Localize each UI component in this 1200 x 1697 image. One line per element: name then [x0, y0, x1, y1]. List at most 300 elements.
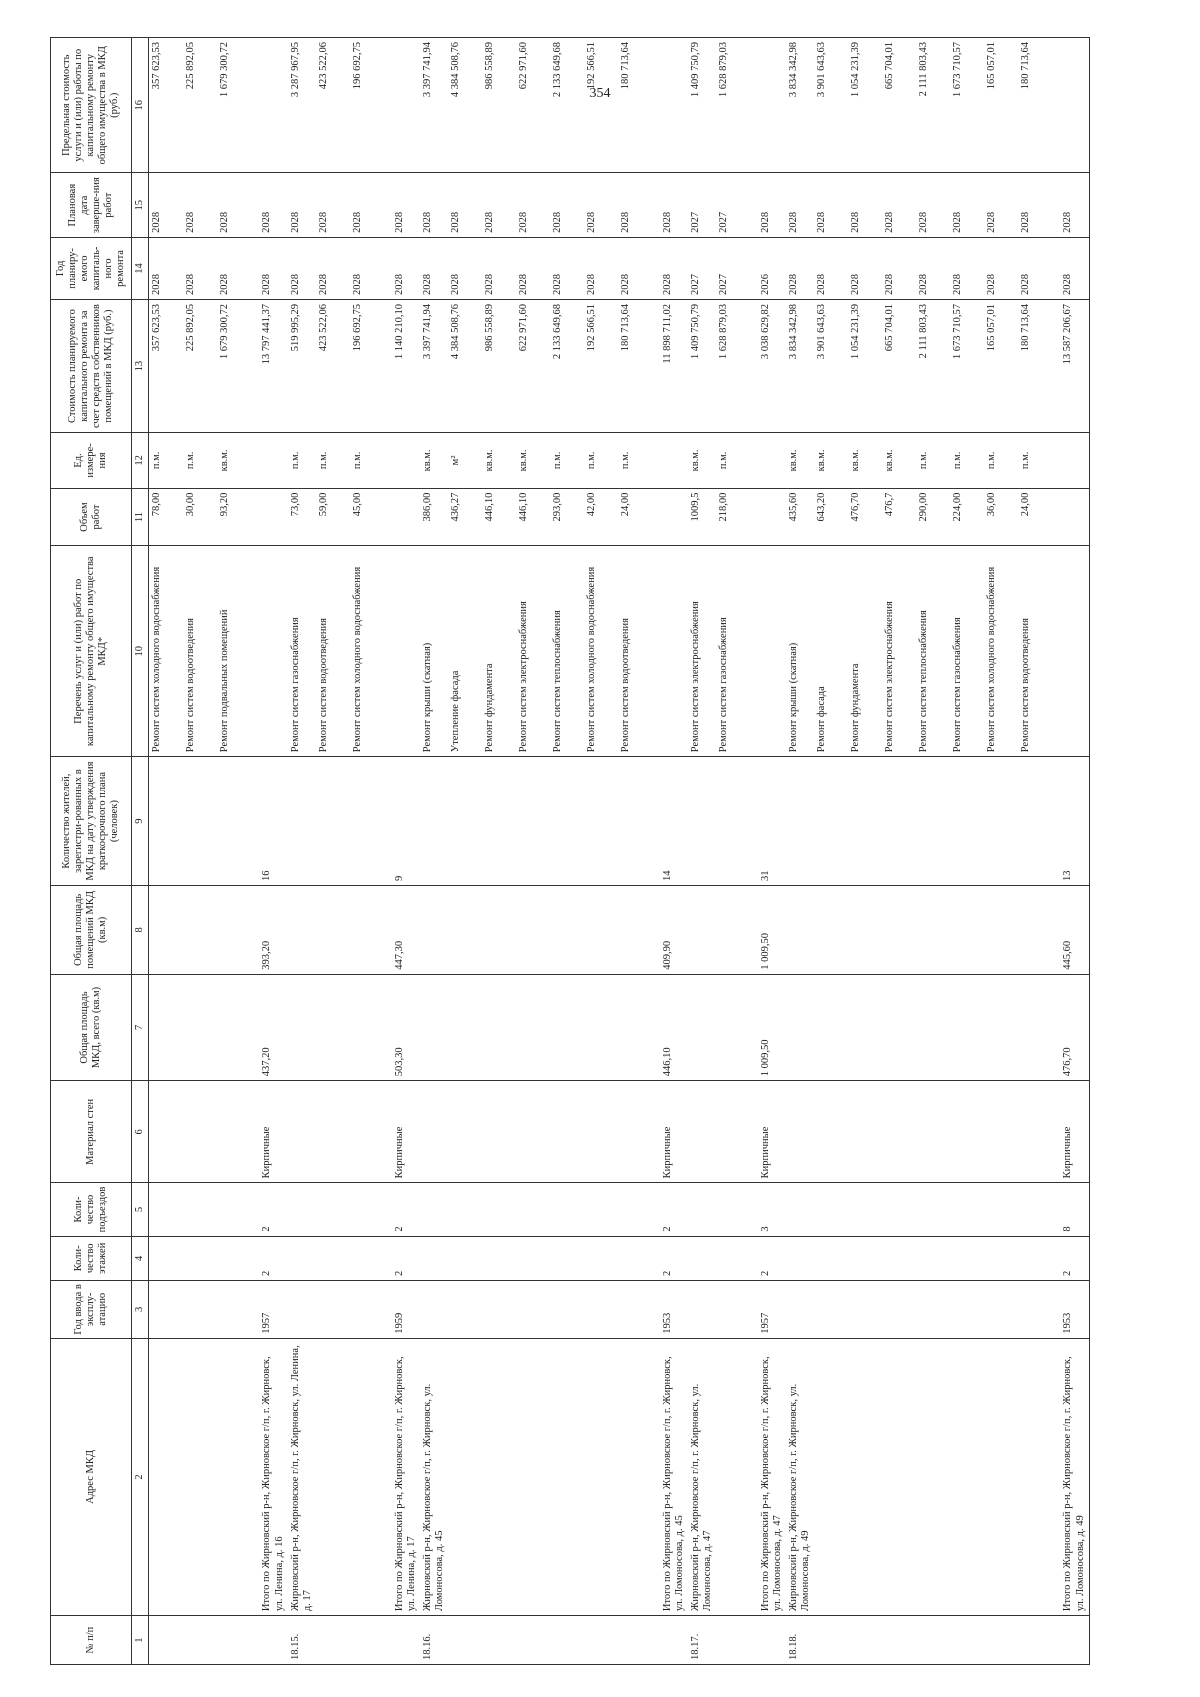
- table-cell-col-7: [882, 974, 916, 1081]
- table-cell-col-11: 476,7: [882, 488, 916, 546]
- table-cell-col-16: 622 971,60: [516, 38, 550, 174]
- total-row: [652, 38, 688, 1665]
- table-cell-col-7: [950, 974, 984, 1081]
- table-cell-col-14: 2027: [688, 237, 716, 299]
- table-cell-col-6: [584, 1081, 618, 1183]
- column-number-row: [132, 38, 149, 1665]
- total-row: [750, 38, 786, 1665]
- table-cell-col-3: [149, 1281, 184, 1339]
- table-cell-col-7: [688, 974, 716, 1081]
- table-cell-col-16: [652, 38, 688, 174]
- table-cell-col-8: [516, 885, 550, 974]
- table-cell-col-11: [1052, 488, 1089, 546]
- table-cell-col-14: 2028: [786, 237, 814, 299]
- table-cell-col-10: [251, 546, 287, 757]
- table-cell-col-4: 2: [384, 1236, 420, 1280]
- table-cell-col-4: 2: [750, 1236, 786, 1280]
- table-cell-col-7: [217, 974, 251, 1081]
- table-cell-col-6: [550, 1081, 584, 1183]
- table-cell-col-5: [516, 1183, 550, 1236]
- table-cell-col-5: [848, 1183, 882, 1236]
- table-cell-col-11: 435,60: [786, 488, 814, 546]
- table-cell-col-16: 423 522,06: [316, 38, 350, 174]
- table-cell-col-3: [448, 1281, 482, 1339]
- table-cell-col-8: [950, 885, 984, 974]
- table-cell-col-4: [786, 1236, 814, 1280]
- table-cell-col-1: 18.17.: [688, 1616, 716, 1665]
- table-cell-col-7: [420, 974, 448, 1081]
- table-row: [550, 38, 584, 1665]
- table-cell-col-12: [750, 433, 786, 488]
- table-cell-col-1: [149, 1616, 184, 1665]
- table-cell-col-16: 2 133 649,68: [550, 38, 584, 174]
- table-cell-col-7: [716, 974, 750, 1081]
- column-header: Год планиру-емого капиталь-ного ремонта: [51, 237, 132, 299]
- table-cell-col-2: [217, 1338, 251, 1615]
- table-cell-col-14: 2028: [183, 237, 217, 299]
- table-cell-col-4: [716, 1236, 750, 1280]
- table-cell-col-3: [217, 1281, 251, 1339]
- table-cell-col-7: [448, 974, 482, 1081]
- table-cell-col-15: 2028: [750, 173, 786, 237]
- table-cell-col-13: 1 628 879,03: [716, 300, 750, 433]
- table-cell-col-16: 1 679 300,72: [217, 38, 251, 174]
- table-cell-col-4: 2: [251, 1236, 287, 1280]
- table-cell-col-5: 8: [1052, 1183, 1089, 1236]
- table-cell-col-1: [516, 1616, 550, 1665]
- table-cell-col-13: 180 713,64: [618, 300, 652, 433]
- table-cell-col-2: [149, 1338, 184, 1615]
- table-cell-col-15: 2028: [482, 173, 516, 237]
- table-cell-col-3: [550, 1281, 584, 1339]
- table-cell-col-1: [652, 1616, 688, 1665]
- table-cell-col-2: Итого по Жирновский р-н, Жирновское г/п, г. Жирновск, ул. Ломоносова, д. 49: [1052, 1338, 1089, 1615]
- table-cell-col-11: 290,00: [916, 488, 950, 546]
- table-cell-col-10: Ремонт систем холодного водоснабжения: [350, 546, 384, 757]
- table-cell-col-14: 2028: [350, 237, 384, 299]
- table-cell-col-15: 2028: [384, 173, 420, 237]
- table-cell-col-4: [420, 1236, 448, 1280]
- table-cell-col-3: [814, 1281, 848, 1339]
- column-number: 12: [132, 433, 149, 488]
- table-cell-col-6: [814, 1081, 848, 1183]
- table-cell-col-3: [183, 1281, 217, 1339]
- table-cell-col-13: 13 587 206,67: [1052, 300, 1089, 433]
- table-cell-col-12: п.м.: [288, 433, 316, 488]
- table-cell-col-11: 1009,5: [688, 488, 716, 546]
- table-cell-col-3: 1957: [251, 1281, 287, 1339]
- table-cell-col-11: 36,00: [984, 488, 1018, 546]
- table-cell-col-13: 519 995,29: [288, 300, 316, 433]
- table-cell-col-16: [251, 38, 287, 174]
- table-cell-col-16: [1052, 38, 1089, 174]
- table-cell-col-10: Ремонт подвальных помещений: [217, 546, 251, 757]
- table-cell-col-3: [1018, 1281, 1052, 1339]
- table-cell-col-1: [448, 1616, 482, 1665]
- table-cell-col-9: [882, 757, 916, 886]
- table-cell-col-15: 2028: [950, 173, 984, 237]
- table-cell-col-3: [984, 1281, 1018, 1339]
- table-cell-col-6: Кирпичные: [1052, 1081, 1089, 1183]
- table-cell-col-5: [950, 1183, 984, 1236]
- table-cell-col-11: [384, 488, 420, 546]
- table-row: [1018, 38, 1052, 1665]
- table-row: [516, 38, 550, 1665]
- table-cell-col-15: 2028: [217, 173, 251, 237]
- table-cell-col-14: 2028: [448, 237, 482, 299]
- table-cell-col-3: 1959: [384, 1281, 420, 1339]
- table-cell-col-3: [420, 1281, 448, 1339]
- table-cell-col-11: [750, 488, 786, 546]
- table-cell-col-12: кв.м.: [814, 433, 848, 488]
- table-cell-col-11: 224,00: [950, 488, 984, 546]
- table-row: [584, 38, 618, 1665]
- table-cell-col-12: кв.м.: [786, 433, 814, 488]
- table-cell-col-3: [786, 1281, 814, 1339]
- column-number: 10: [132, 546, 149, 757]
- table-cell-col-5: [584, 1183, 618, 1236]
- table-cell-col-10: Ремонт систем электроснабжения: [882, 546, 916, 757]
- table-cell-col-1: [550, 1616, 584, 1665]
- table-cell-col-11: 446,10: [516, 488, 550, 546]
- table-cell-col-16: 2 111 803,43: [916, 38, 950, 174]
- table-cell-col-16: 180 713,64: [1018, 38, 1052, 174]
- table-cell-col-5: 2: [251, 1183, 287, 1236]
- table-cell-col-4: [848, 1236, 882, 1280]
- table-cell-col-10: Ремонт систем газоснабжения: [716, 546, 750, 757]
- table-cell-col-5: [316, 1183, 350, 1236]
- table-cell-col-11: 42,00: [584, 488, 618, 546]
- column-header: Адрес МКД: [51, 1338, 132, 1615]
- table-cell-col-4: [950, 1236, 984, 1280]
- table-cell-col-2: [550, 1338, 584, 1615]
- column-number: 3: [132, 1281, 149, 1339]
- table-cell-col-9: [950, 757, 984, 886]
- table-cell-col-12: п.м.: [1018, 433, 1052, 488]
- table-cell-col-7: [149, 974, 184, 1081]
- column-number: 11: [132, 488, 149, 546]
- table-row: [848, 38, 882, 1665]
- table-cell-col-6: Кирпичные: [384, 1081, 420, 1183]
- table-cell-col-4: [584, 1236, 618, 1280]
- table-cell-col-11: 386,00: [420, 488, 448, 546]
- table-row: [916, 38, 950, 1665]
- column-header: Материал стен: [51, 1081, 132, 1183]
- table-cell-col-13: 3 901 643,63: [814, 300, 848, 433]
- table-cell-col-8: [882, 885, 916, 974]
- table-cell-col-16: [384, 38, 420, 174]
- table-cell-col-16: 192 566,51: [584, 38, 618, 174]
- table-cell-col-13: 3 397 741,94: [420, 300, 448, 433]
- table-cell-col-1: [217, 1616, 251, 1665]
- table-cell-col-1: [1018, 1616, 1052, 1665]
- table-cell-col-14: 2026: [750, 237, 786, 299]
- table-cell-col-1: [1052, 1616, 1089, 1665]
- table-cell-col-15: 2028: [652, 173, 688, 237]
- table-cell-col-11: [652, 488, 688, 546]
- table-cell-col-10: Ремонт систем холодного водоснабжения: [149, 546, 184, 757]
- table-cell-col-5: [1018, 1183, 1052, 1236]
- table-cell-col-2: [950, 1338, 984, 1615]
- table-cell-col-2: [516, 1338, 550, 1615]
- table-cell-col-16: 1 673 710,57: [950, 38, 984, 174]
- table-cell-col-12: п.м.: [316, 433, 350, 488]
- table-cell-col-1: [618, 1616, 652, 1665]
- table-cell-col-4: [618, 1236, 652, 1280]
- table-cell-col-6: [950, 1081, 984, 1183]
- table-cell-col-13: 1 679 300,72: [217, 300, 251, 433]
- building-row: [786, 38, 814, 1665]
- table-cell-col-1: [251, 1616, 287, 1665]
- table-cell-col-14: 2028: [1052, 237, 1089, 299]
- table-cell-col-10: Ремонт фасада: [814, 546, 848, 757]
- table-cell-col-10: Ремонт систем водоотведения: [1018, 546, 1052, 757]
- table-cell-col-13: 423 522,06: [316, 300, 350, 433]
- table-cell-col-4: [316, 1236, 350, 1280]
- table-cell-col-15: 2028: [618, 173, 652, 237]
- table-cell-col-6: [786, 1081, 814, 1183]
- table-cell-col-8: [916, 885, 950, 974]
- table-cell-col-8: [448, 885, 482, 974]
- table-cell-col-11: 643,20: [814, 488, 848, 546]
- table-cell-col-8: [288, 885, 316, 974]
- table-cell-col-13: 4 384 508,76: [448, 300, 482, 433]
- table-cell-col-2: Жирновский р-н, Жирновское г/п, г. Жирновск, ул. Ленина, д. 17: [288, 1338, 316, 1615]
- column-number: 14: [132, 237, 149, 299]
- capital-repair-table: [50, 37, 1090, 1665]
- table-cell-col-4: [288, 1236, 316, 1280]
- table-cell-col-15: 2028: [1052, 173, 1089, 237]
- table-cell-col-5: [618, 1183, 652, 1236]
- table-cell-col-2: [482, 1338, 516, 1615]
- table-row: [716, 38, 750, 1665]
- table-cell-col-7: [316, 974, 350, 1081]
- table-cell-col-14: 2028: [916, 237, 950, 299]
- table-cell-col-8: [786, 885, 814, 974]
- column-number: 15: [132, 173, 149, 237]
- table-cell-col-8: 447,30: [384, 885, 420, 974]
- table-cell-col-6: [149, 1081, 184, 1183]
- table-cell-col-10: Ремонт систем электроснабжения: [516, 546, 550, 757]
- table-cell-col-15: 2028: [350, 173, 384, 237]
- column-header: Количество жителей, зарегистри-рованных в МКД на дату утверждения краткосрочного плана (человек): [51, 757, 132, 886]
- table-cell-col-14: 2028: [251, 237, 287, 299]
- table-row: [448, 38, 482, 1665]
- table-cell-col-10: Ремонт крыши (скатная): [786, 546, 814, 757]
- table-cell-col-3: [316, 1281, 350, 1339]
- table-cell-col-12: [1052, 433, 1089, 488]
- table-cell-col-15: 2028: [882, 173, 916, 237]
- table-cell-col-12: кв.м.: [482, 433, 516, 488]
- table-cell-col-3: [716, 1281, 750, 1339]
- table-cell-col-1: [750, 1616, 786, 1665]
- table-cell-col-16: 3 834 342,98: [786, 38, 814, 174]
- table-cell-col-8: 409,90: [652, 885, 688, 974]
- table-cell-col-13: 192 566,51: [584, 300, 618, 433]
- table-cell-col-4: [350, 1236, 384, 1280]
- table-cell-col-4: [550, 1236, 584, 1280]
- table-cell-col-1: [916, 1616, 950, 1665]
- table-cell-col-4: [149, 1236, 184, 1280]
- column-header: № п/п: [51, 1616, 132, 1665]
- table-cell-col-9: [848, 757, 882, 886]
- table-cell-col-14: 2028: [550, 237, 584, 299]
- table-cell-col-3: [350, 1281, 384, 1339]
- table-cell-col-1: 18.16.: [420, 1616, 448, 1665]
- table-cell-col-6: [618, 1081, 652, 1183]
- table-cell-col-16: 225 892,05: [183, 38, 217, 174]
- table-cell-col-12: кв.м.: [848, 433, 882, 488]
- table-cell-col-3: [288, 1281, 316, 1339]
- table-cell-col-7: 446,10: [652, 974, 688, 1081]
- table-cell-col-15: 2028: [448, 173, 482, 237]
- table-cell-col-5: 3: [750, 1183, 786, 1236]
- table-cell-col-2: [448, 1338, 482, 1615]
- table-cell-col-7: [786, 974, 814, 1081]
- table-cell-col-10: [750, 546, 786, 757]
- table-cell-col-1: [183, 1616, 217, 1665]
- table-cell-col-8: [688, 885, 716, 974]
- table-cell-col-3: [584, 1281, 618, 1339]
- table-cell-col-9: 13: [1052, 757, 1089, 886]
- table-cell-col-1: [814, 1616, 848, 1665]
- table-cell-col-11: [251, 488, 287, 546]
- table-row: [316, 38, 350, 1665]
- table-cell-col-7: [183, 974, 217, 1081]
- total-row: [1052, 38, 1089, 1665]
- table-cell-col-9: [916, 757, 950, 886]
- table-cell-col-4: [916, 1236, 950, 1280]
- table-cell-col-6: [183, 1081, 217, 1183]
- table-cell-col-14: 2028: [516, 237, 550, 299]
- table-cell-col-2: [848, 1338, 882, 1615]
- table-cell-col-10: Утепление фасада: [448, 546, 482, 757]
- table-cell-col-14: 2027: [716, 237, 750, 299]
- table-cell-col-2: [984, 1338, 1018, 1615]
- table-cell-col-7: 476,70: [1052, 974, 1089, 1081]
- table-row: [217, 38, 251, 1665]
- table-cell-col-4: [516, 1236, 550, 1280]
- table-cell-col-7: [288, 974, 316, 1081]
- table-cell-col-9: [584, 757, 618, 886]
- table-cell-col-9: [516, 757, 550, 886]
- table-cell-col-13: 165 057,01: [984, 300, 1018, 433]
- column-number: 4: [132, 1236, 149, 1280]
- table-cell-col-4: [882, 1236, 916, 1280]
- table-cell-col-14: 2028: [1018, 237, 1052, 299]
- table-cell-col-5: [420, 1183, 448, 1236]
- table-cell-col-5: [183, 1183, 217, 1236]
- column-number: 5: [132, 1183, 149, 1236]
- table-cell-col-13: 196 692,75: [350, 300, 384, 433]
- table-cell-col-16: 986 558,89: [482, 38, 516, 174]
- table-cell-col-9: [716, 757, 750, 886]
- table-cell-col-9: [316, 757, 350, 886]
- column-number: 6: [132, 1081, 149, 1183]
- table-cell-col-16: 3 397 741,94: [420, 38, 448, 174]
- table-cell-col-16: 1 054 231,39: [848, 38, 882, 174]
- table-cell-col-8: [584, 885, 618, 974]
- table-cell-col-7: [550, 974, 584, 1081]
- table-cell-col-6: [716, 1081, 750, 1183]
- column-number: 2: [132, 1338, 149, 1615]
- table-cell-col-16: [750, 38, 786, 174]
- table-cell-col-9: 16: [251, 757, 287, 886]
- table-cell-col-8: [550, 885, 584, 974]
- table-cell-col-2: [350, 1338, 384, 1615]
- table-cell-col-6: [350, 1081, 384, 1183]
- table-cell-col-9: [183, 757, 217, 886]
- table-cell-col-10: [652, 546, 688, 757]
- table-cell-col-5: [814, 1183, 848, 1236]
- total-row: [384, 38, 420, 1665]
- table-cell-col-3: [482, 1281, 516, 1339]
- table-cell-col-3: 1953: [1052, 1281, 1089, 1339]
- table-cell-col-16: 3 901 643,63: [814, 38, 848, 174]
- table-cell-col-6: [882, 1081, 916, 1183]
- table-cell-col-11: 93,20: [217, 488, 251, 546]
- table-cell-col-7: 503,30: [384, 974, 420, 1081]
- column-header: Перечень услуг и (или) работ по капитальному ремонту общего имущества МКД*: [51, 546, 132, 757]
- table-cell-col-10: [384, 546, 420, 757]
- table-cell-col-3: [516, 1281, 550, 1339]
- table-cell-col-6: [516, 1081, 550, 1183]
- table-cell-col-10: Ремонт систем теплоснабжения: [916, 546, 950, 757]
- table-cell-col-3: [950, 1281, 984, 1339]
- table-cell-col-10: [1052, 546, 1089, 757]
- table-cell-col-3: [618, 1281, 652, 1339]
- table-cell-col-5: [716, 1183, 750, 1236]
- table-cell-col-9: [814, 757, 848, 886]
- table-cell-col-2: [316, 1338, 350, 1615]
- table-cell-col-4: [688, 1236, 716, 1280]
- table-cell-col-11: 45,00: [350, 488, 384, 546]
- table-cell-col-1: [350, 1616, 384, 1665]
- table-cell-col-14: 2028: [482, 237, 516, 299]
- table-cell-col-10: Ремонт систем холодного водоснабжения: [584, 546, 618, 757]
- table-cell-col-1: 18.18.: [786, 1616, 814, 1665]
- table-cell-col-8: [316, 885, 350, 974]
- table-cell-col-6: [288, 1081, 316, 1183]
- column-header: Коли-чество подъездов: [51, 1183, 132, 1236]
- column-header: Плановая дата заверше-ния работ: [51, 173, 132, 237]
- table-cell-col-6: [1018, 1081, 1052, 1183]
- table-row: [149, 38, 184, 1665]
- table-cell-col-10: Ремонт крыши (скатная): [420, 546, 448, 757]
- table-cell-col-15: 2028: [814, 173, 848, 237]
- table-cell-col-1: [848, 1616, 882, 1665]
- table-cell-col-11: 293,00: [550, 488, 584, 546]
- column-header: Год ввода в эксплу-атацию: [51, 1281, 132, 1339]
- table-cell-col-12: п.м.: [618, 433, 652, 488]
- table-cell-col-5: [217, 1183, 251, 1236]
- table-cell-col-12: кв.м.: [882, 433, 916, 488]
- table-cell-col-16: 1 409 750,79: [688, 38, 716, 174]
- table-cell-col-14: 2028: [217, 237, 251, 299]
- table-cell-col-3: 1953: [652, 1281, 688, 1339]
- column-header: Общая площадь помещений МКД (кв.м): [51, 885, 132, 974]
- table-cell-col-8: 393,20: [251, 885, 287, 974]
- column-number: 7: [132, 974, 149, 1081]
- table-cell-col-12: п.м.: [716, 433, 750, 488]
- table-cell-col-14: 2028: [149, 237, 184, 299]
- table-cell-col-15: 2028: [916, 173, 950, 237]
- table-row: [482, 38, 516, 1665]
- table-cell-col-14: 2028: [814, 237, 848, 299]
- table-cell-col-11: 78,00: [149, 488, 184, 546]
- table-cell-col-5: 2: [384, 1183, 420, 1236]
- table-cell-col-4: 2: [652, 1236, 688, 1280]
